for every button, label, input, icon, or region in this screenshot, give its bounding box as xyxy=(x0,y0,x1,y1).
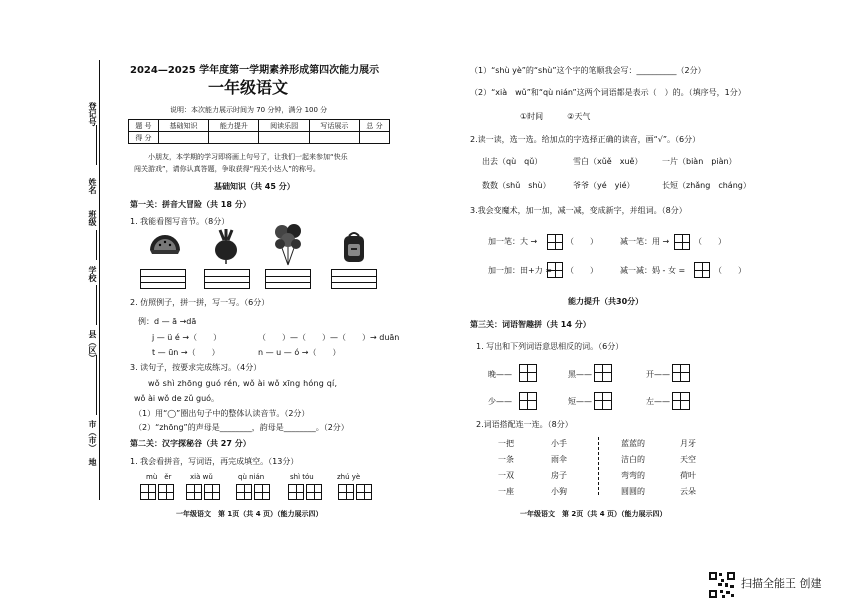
char-box[interactable] xyxy=(694,262,710,278)
binding-label-name: 姓名 xyxy=(88,178,97,194)
match-left2-item[interactable]: 房子 xyxy=(551,471,567,480)
score-row-label: 得 分 xyxy=(129,132,159,144)
r2-question: （2）“xià wǔ”和“qù nián”这两个词语都是表示（ ）的。（填序号，1分） xyxy=(470,88,746,97)
score-header-cell: 阅读乐园 xyxy=(259,120,309,132)
match-right-item[interactable]: 圆圆的 xyxy=(621,487,645,496)
qr-code-icon xyxy=(708,571,736,599)
char-box[interactable] xyxy=(140,484,156,500)
binding-label-city: 市（市） xyxy=(88,420,97,452)
q3-sub-1: （1）用“◯”圈出句子中的整体认读音节。（2分） xyxy=(134,409,310,418)
reading-item[interactable]: 出去（qù qǔ） xyxy=(482,157,543,166)
antonym-prompt: 1. 写出和下列词语意思相反的词。（6分） xyxy=(476,342,624,351)
q3-sub-2: （2）“zhōng”的声母是________，韵母是________。（2分） xyxy=(134,423,349,432)
level-2-title: 第二关：汉字探秘谷（共 27 分） xyxy=(130,439,251,448)
blank-register[interactable] xyxy=(96,125,97,165)
score-header-cell: 题 号 xyxy=(129,120,159,132)
q3-magic-prompt: 3.我会变魔术，加一加，减一减，变成新字，并组词。（8分） xyxy=(470,206,687,215)
blank-class[interactable] xyxy=(96,230,97,260)
q4-prompt: 1. 我会看拼音，写词语，再完成填空。（13分） xyxy=(130,457,299,466)
char-box[interactable] xyxy=(186,484,202,500)
score-header-cell: 总 分 xyxy=(360,120,390,132)
char-box[interactable] xyxy=(236,484,252,500)
level-1-title: 第一关：拼音大冒险（共 18 分） xyxy=(130,200,251,209)
exam-note: 说明：本次能力展示时间为 70 分钟，满分 100 分 xyxy=(170,106,328,114)
paren-blank[interactable]: （ ） xyxy=(714,266,746,275)
balloons-icon xyxy=(272,222,304,266)
blank-county[interactable] xyxy=(96,355,97,415)
binding-label-area: 地 xyxy=(88,458,97,466)
match-right2-item[interactable]: 云朵 xyxy=(680,487,696,496)
char-box[interactable] xyxy=(594,392,612,410)
antonym-item: 左—— xyxy=(646,397,670,406)
match-right2-item[interactable]: 荷叶 xyxy=(680,471,696,480)
char-box[interactable] xyxy=(288,484,304,500)
magic-item: 加一笔：大 → xyxy=(488,237,538,246)
match-left2-item[interactable]: 雨伞 xyxy=(551,455,567,464)
match-left2-item[interactable]: 小手 xyxy=(551,439,567,448)
paren-blank[interactable]: （ ） xyxy=(566,237,598,246)
page-1-footer: 一年级语文 第 1页（共 4 页）（能力展示四） xyxy=(176,510,323,518)
char-box[interactable] xyxy=(158,484,174,500)
score-cell[interactable] xyxy=(158,132,208,144)
char-box[interactable] xyxy=(519,392,537,410)
paren-blank[interactable]: （ ） xyxy=(694,237,726,246)
match-right-item[interactable]: 弯弯的 xyxy=(621,471,645,480)
q1-prompt: 1. 我能看图写音节。（8分） xyxy=(130,217,230,226)
r2-options: ①时间 ②天气 xyxy=(520,112,591,121)
exam-subject: 一年级语文 xyxy=(208,78,289,97)
reading-item[interactable]: 一片（biàn piàn） xyxy=(662,157,737,166)
r1-question: （1）“shù yè”的“shù”这个字的笔顺我会写：__________（2分） xyxy=(470,66,706,75)
match-right-item[interactable]: 洁白的 xyxy=(621,455,645,464)
score-cell[interactable] xyxy=(209,132,259,144)
match-right2-item[interactable]: 天空 xyxy=(680,455,696,464)
q2-line-1a: j — ü é →（ ） xyxy=(152,333,222,342)
binding-label-register: 登记号 xyxy=(88,102,97,126)
char-box[interactable] xyxy=(338,484,354,500)
antonym-item: 开—— xyxy=(646,370,670,379)
reading-item[interactable]: 数数（shǔ shù） xyxy=(482,181,551,190)
q4-pinyin: shì tóu xyxy=(290,473,314,481)
score-header-cell: 写话展示 xyxy=(309,120,359,132)
section-ability: 能力提升（共30分） xyxy=(568,297,644,306)
score-header-cell: 基础知识 xyxy=(158,120,208,132)
match-right2-item[interactable]: 月牙 xyxy=(680,439,696,448)
match-divider xyxy=(598,437,599,495)
match-left-item[interactable]: 一条 xyxy=(498,455,514,464)
q3-pinyin-1: wǒ shì zhōng guó rén, wǒ ài wǒ xīng hóng qí, xyxy=(148,379,338,388)
page-2-footer: 一年级语文 第 2页（共 4 页）（能力展示四） xyxy=(520,510,667,518)
reading-item[interactable]: 爷爷（yé yié） xyxy=(573,181,635,190)
backpack-icon xyxy=(340,230,368,264)
char-box[interactable] xyxy=(672,392,690,410)
pinyin-grid[interactable] xyxy=(204,269,250,289)
q2-line-2b: n — u — ó →（ ） xyxy=(258,348,341,357)
q2-example: 例：d — ā →dā xyxy=(138,317,197,326)
magic-item: 加一加：田+力 = xyxy=(488,266,552,275)
match-left-item[interactable]: 一双 xyxy=(498,471,514,480)
match-left-item[interactable]: 一把 xyxy=(498,439,514,448)
binding-label-school: 学校 xyxy=(88,266,97,282)
reading-item[interactable]: 雪白（xǔě xuě） xyxy=(573,157,643,166)
blank-school[interactable] xyxy=(96,285,97,325)
char-box[interactable] xyxy=(254,484,270,500)
match-left2-item[interactable]: 小狗 xyxy=(551,487,567,496)
match-left-item[interactable]: 一座 xyxy=(498,487,514,496)
exam-title: 2024—2025 学年度第一学期素养形成第四次能力展示 xyxy=(130,65,380,76)
magic-item: 减一笔：用 → xyxy=(620,237,670,246)
paren-blank[interactable]: （ ） xyxy=(566,266,598,275)
level-3-title: 第三关：词语智趣拼（共 14 分） xyxy=(470,320,591,329)
antonym-item: 短—— xyxy=(568,397,592,406)
score-table xyxy=(128,119,390,144)
char-box[interactable] xyxy=(306,484,322,500)
char-box[interactable] xyxy=(519,364,537,382)
match-prompt: 2.词语搭配连一连。（8分） xyxy=(476,420,573,429)
q4-pinyin: xià wǔ xyxy=(190,473,213,481)
pinyin-grid[interactable] xyxy=(140,269,186,289)
binding-label-class: 班级 xyxy=(88,210,97,226)
q4-pinyin: zhú yè xyxy=(337,473,361,481)
q3-prompt: 3. 读句子，按要求完成练习。（4分） xyxy=(130,363,262,372)
binding-label-county: 县（区） xyxy=(88,330,97,362)
reading-item[interactable]: 长短（zhǎng cháng） xyxy=(662,181,751,190)
score-header-cell: 能力提升 xyxy=(209,120,259,132)
section-basic: 基础知识（共 45 分） xyxy=(214,182,295,191)
char-box[interactable] xyxy=(594,364,612,382)
q3-pinyin-2: wǒ ài wǒ de zǔ guó。 xyxy=(134,394,220,403)
q2-line-2a: t — ūn →（ ） xyxy=(152,348,220,357)
score-cell[interactable] xyxy=(259,132,309,144)
q4-pinyin: mù ěr xyxy=(146,473,172,481)
char-box[interactable] xyxy=(674,234,690,250)
q2-line-1b: （ ）—（ ）—（ ）→ duān xyxy=(258,333,400,342)
antonym-item: 黑—— xyxy=(568,370,592,379)
score-cell[interactable] xyxy=(360,132,390,144)
magic-item: 减一减：妈 - 女 = xyxy=(620,266,686,275)
radish-icon xyxy=(210,228,242,264)
char-box[interactable] xyxy=(204,484,220,500)
intro-line-1: 小朋友，本学期的学习即将画上句号了，让我们一起来参加“快乐 xyxy=(148,153,348,161)
q2-reading-prompt: 2.读一读，选一选。给加点的字选择正确的读音，画“√”。（6分） xyxy=(470,135,701,144)
q2-prompt: 2. 仿照例子，拼一拼，写一写。（6分） xyxy=(130,298,270,307)
match-right-item[interactable]: 蓝蓝的 xyxy=(621,439,645,448)
char-box[interactable] xyxy=(356,484,372,500)
intro-line-2: 闯关游戏”，请你认真答题，争取获得“闯关小达人”的称号。 xyxy=(134,165,320,173)
q4-pinyin: qù nián xyxy=(238,473,265,481)
watermelon-icon xyxy=(148,232,182,262)
score-cell[interactable] xyxy=(309,132,359,144)
char-box[interactable] xyxy=(672,364,690,382)
antonym-item: 晚—— xyxy=(488,370,512,379)
pinyin-grid[interactable] xyxy=(265,269,311,289)
char-box[interactable] xyxy=(547,262,563,278)
antonym-item: 少—— xyxy=(488,397,512,406)
watermark-text: 扫描全能王 创建 xyxy=(741,577,822,590)
char-box[interactable] xyxy=(547,234,563,250)
pinyin-grid[interactable] xyxy=(331,269,377,289)
binding-line xyxy=(99,60,100,500)
